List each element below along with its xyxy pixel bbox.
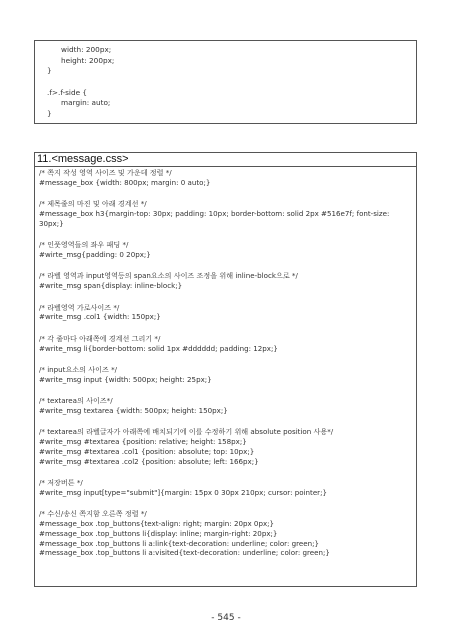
- blank-line: [39, 291, 416, 303]
- code-block-title: 11.<message.css>: [35, 153, 416, 167]
- code-line: #write_msg input {width: 500px; height: 25px;}: [39, 374, 212, 384]
- blank-line: [39, 188, 416, 200]
- blank-line: [39, 353, 416, 365]
- code-line: /* textarea의 사이즈*/: [39, 396, 113, 406]
- blank-line: [39, 229, 416, 241]
- code-line: /* 쪽지 작성 영역 사이즈 및 가운데 정렬 */: [39, 168, 172, 177]
- code-line: /* 수신/송신 쪽지함 오른쪽 정렬 */: [39, 509, 147, 519]
- code-line: #write_msg li{border-bottom: solid 1px #dddddd; padding: 12px;}: [39, 343, 278, 353]
- code-line: }: [47, 108, 52, 118]
- blank-line: [39, 498, 416, 510]
- blank-line: [39, 466, 416, 478]
- code-line: #message_box .top_buttons li a:link{text-decoration: underline; color: green;}: [39, 538, 319, 548]
- code-line: #message_box {width: 800px; margin: 0 auto;}: [39, 177, 211, 187]
- blank-line: [39, 322, 416, 334]
- code-line: #write_msg textarea {width: 500px; height: 150px;}: [39, 405, 228, 415]
- code-line: /* 저장버튼 */: [39, 478, 83, 488]
- code-block-main: [34, 152, 417, 587]
- code-line: #write_msg span{display: inline-block;}: [39, 281, 183, 291]
- code-line: /* textarea의 라벨글자가 아래쪽에 배치되기에 이를 수정하기 위해 absolute position 사용*/: [39, 427, 334, 437]
- code-line: /* input요소의 사이즈 */: [39, 364, 118, 374]
- code-line: width: 200px;: [61, 45, 112, 54]
- code-line: #write_msg input[type="submit"]{margin: 15px 0 30px 210px; cursor: pointer;}: [39, 487, 327, 497]
- code-line: /* 각 줄마다 아래쪽에 경계선 그리기 */: [39, 333, 161, 343]
- code-line: #write_msg #textarea .col1 {position: absolute; top: 10px;}: [39, 446, 255, 456]
- code-line: }: [47, 66, 52, 75]
- code-line: #write_msg #textarea {position: relative; height: 158px;}: [39, 437, 247, 447]
- code-line: .f>.f-side {: [47, 87, 88, 97]
- code-line: #wirte_msg{padding: 0 20px;}: [39, 249, 151, 259]
- page-number: - 545 -: [211, 613, 241, 623]
- code-line: /* 인풋영역들의 좌우 패딩 */: [39, 240, 129, 250]
- blank-line: [39, 416, 416, 428]
- blank-line: [39, 385, 416, 397]
- code-line: height: 200px;: [61, 55, 115, 65]
- code-line: margin: auto;: [61, 98, 111, 107]
- code-line: #write_msg .col1 {width: 150px;}: [39, 312, 161, 322]
- code-line: /* 제목줄의 마진 및 아래 경계선 */: [39, 199, 147, 209]
- code-line: #message_box h3{margin-top: 30px; padding: 10px; border-bottom: solid 2px #516e7f; font-size:: [39, 208, 390, 218]
- code-line: 30px;}: [39, 218, 64, 228]
- code-line: /* 라벨영역 가로사이즈 */: [39, 302, 120, 312]
- code-line: /* 라벨 영역과 input영역등의 span요소의 사이즈 조정을 위해 inline-block으로 */: [39, 271, 298, 281]
- code-block-top: [34, 40, 417, 124]
- code-line: #message_box .top_buttons li a:visited{text-decoration: underline; color: green;}: [39, 548, 330, 558]
- code-line: #write_msg #textarea .col2 {position: absolute; left: 166px;}: [39, 456, 259, 466]
- code-block-body: [35, 167, 416, 558]
- code-line: #message_box .top_buttons li{display: inline; margin-right: 20px;}: [39, 528, 278, 538]
- blank-line: [39, 260, 416, 272]
- code-line: #message_box .top_buttons{text-align: right; margin: 20px 0px;}: [39, 519, 275, 529]
